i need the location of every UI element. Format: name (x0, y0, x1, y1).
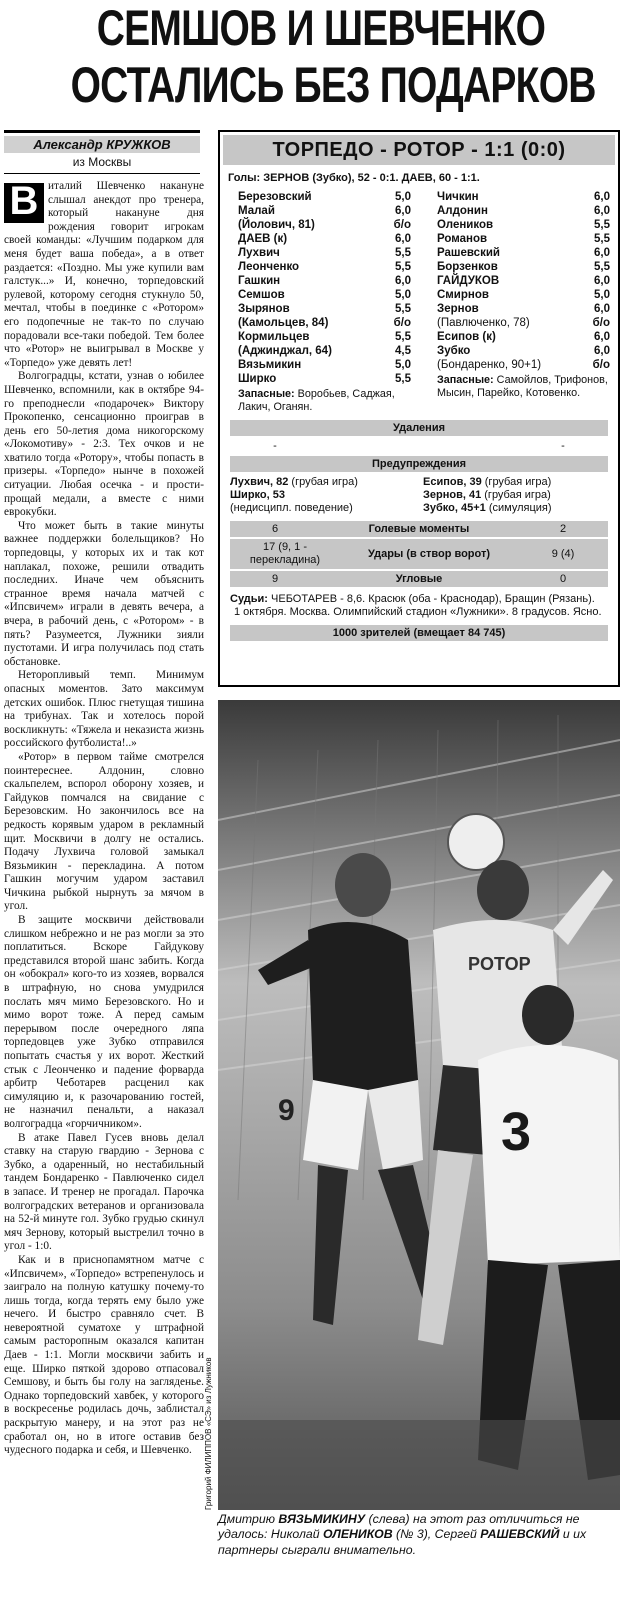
corners-row: 9 Угловые 0 (230, 571, 608, 587)
venue: 1 октября. Москва. Олимпийский стадион «Лужники». 8 градусов. Ясно. (234, 606, 602, 618)
headline (70, 0, 596, 114)
shirt-text: POTOP (468, 954, 531, 974)
player-row (238, 316, 411, 330)
player-grade: 6,0 (594, 345, 610, 357)
player-grade: 5,0 (594, 289, 610, 301)
player-row (437, 190, 610, 204)
player-name: Смирнов (437, 289, 489, 301)
player-row (437, 302, 610, 316)
player-grade: 5,5 (395, 373, 411, 385)
player-row (437, 218, 610, 232)
shots-row: 17 (9, 1 - перекладина) Удары (в створ ворот) 9 (4) (230, 539, 608, 569)
player-row (437, 204, 610, 218)
player-grade: 6,0 (395, 275, 411, 287)
player-row (238, 288, 411, 302)
player-name: (Камольцев, 84) (238, 317, 329, 329)
player-name: (Павлюченко, 78) (437, 317, 530, 329)
player-grade: 5,0 (395, 359, 411, 371)
player-grade: 5,5 (395, 303, 411, 315)
player-name: Семшов (238, 289, 285, 301)
player-row (437, 246, 610, 260)
home-lineup (238, 190, 419, 414)
player-name: Алдонин (437, 205, 488, 217)
player-grade: 5,5 (594, 219, 610, 231)
match-photo (218, 700, 620, 1510)
player-grade: б/о (592, 359, 610, 371)
player-name: Малай (238, 205, 275, 217)
shirt-number-left: 9 (278, 1094, 295, 1127)
article-paragraph: Как и в приснопамятном матче с «Ипсвичем», «Торпедо» встрепенулось и заиграло на полную катушку почему-то лишь тогда, когда терять ему было уже нечего. И быстро сравняло счет. В невероятной суматохе у штрафной самым расторопным оказался капитан Даев - 1:1. Могли москвичи забить и еще. Ширко пяткой здорово отпасовал Семшову, и быть бы голу на загляденье. Однако торпедовский хавбек, у которого в воскресенье родилась дочь, заблистал раскрытую манеру, и на этот раз не сработал он, но в итоге оставив без чудесного подарка и себя, и Шевченко. (4, 1253, 204, 1457)
article-paragraph: Волгоградцы, кстати, узнав о юбилее Шевченко, вспомнили, как в октябре 94-го преподнесли «подарочек» Виктору Прокопенко, сенсационно проиграв в день его 50-летия дома никогорскому «Локомотиву» - 2:3. Тех очков и не хватило тогда «Ротору», чтобы попасть в призеры. «Торпедо» нынче в похожей ситуации. Любая осечка - и прости-прощай медали, а вместе с ними еврокубки. (4, 370, 204, 519)
player-grade: 5,5 (395, 331, 411, 343)
chances-row: 6 Голевые моменты 2 (230, 521, 608, 537)
referees: Судьи: ЧЕБОТАРЕВ - 8,6. Красюк (оба - Краснодар), Бращин (Рязань). 1 октября. Москва. Олимпийский стадион «Лужники». 8 градусов. Ясно. (220, 589, 618, 623)
headline-line-2: ОСТАЛИСЬ БЕЗ ПОДАРКОВ (70, 57, 596, 113)
football-photo-illustration (218, 700, 620, 1510)
player-name: Зубко (437, 345, 471, 357)
player-name: (Аджинджал, 64) (238, 345, 332, 357)
author-name: Александр КРУЖКОВ (4, 136, 200, 153)
player-name: ДАЕВ (к) (238, 233, 288, 245)
away-subs: Запасные: Самойлов, Трифонов, Мысин, Парейко, Котовенко. (437, 374, 608, 399)
player-grade: 5,5 (395, 261, 411, 273)
player-row (238, 204, 411, 218)
player-name: Чичкин (437, 191, 479, 203)
article-paragraph: Что может быть в такие минуты важнее поддержки болельщиков? Но торпедовцы, у которых их и так кот наплакал, похоже, решили отвадить последних. Иначе чем объяснить странное время начала матчей с «Ипсвичем» играли в девять вечера, а вчера, в рабочий день, с «Ротором» - в пять? Разумеется, Лужники зияли пустотами. И игра получилась под стать обстановке. (4, 519, 204, 668)
player-name: (Йолович, 81) (238, 219, 315, 231)
player-row (238, 330, 411, 344)
player-name: Романов (437, 233, 488, 245)
article-paragraph: В защите москвичи действовали слишком небрежно и не раз могли за это поплатиться. Вскоре Гайдукову представился второй шанс забить. Когда он «обокрал» кого-то из хозяев, ворвался в штрафную, но снова умудрился послать мяч мимо Березовского. Но и мимо ворот тоже. А перед самым перерывом после очередного ляпа торпедовцев уже Зубко отправился попытать счастья у их ворот. Жесткий стык с Леонченко и падение форварда арбитр Чеботарев расценил как симуляцию и, к разочарованию гостей, не назначил пенальти, а наказал волгоградца «горчичником». (4, 914, 204, 1130)
away-lineup (419, 190, 610, 414)
home-subs: Запасные: Воробьев, Саджая, Лакич, Оганян. (238, 388, 395, 413)
player-grade: 6,0 (594, 275, 610, 287)
dismissals-row: - - (273, 440, 565, 452)
player-row (238, 246, 411, 260)
player-name: ГАЙДУКОВ (437, 275, 500, 287)
player-grade: б/о (592, 317, 610, 329)
player-name: Есипов (к) (437, 331, 496, 343)
player-grade: 5,5 (395, 247, 411, 259)
player-row (238, 344, 411, 358)
player-grade: б/о (393, 317, 411, 329)
player-name: Лухвич (238, 247, 280, 259)
player-grade: 6,0 (594, 303, 610, 315)
player-row (238, 190, 411, 204)
player-row (437, 344, 610, 358)
player-name: Олеников (437, 219, 494, 231)
player-grade: 5,0 (395, 289, 411, 301)
player-grade: 5,5 (594, 261, 610, 273)
lineups (220, 186, 618, 414)
player-row (238, 274, 411, 288)
player-row (437, 330, 610, 344)
player-row (437, 288, 610, 302)
player-row (238, 302, 411, 316)
article-body (4, 180, 204, 1458)
player-name: Гашкин (238, 275, 281, 287)
article-paragraph: «Ротор» в первом тайме смотрелся поинтереснее. Алдонин, словно скальпелем, вспорол оборону хозяев, и Гайдуков помчался на свидание с Березовским. Но закончилось все на редкость корявым ударом в рекламный щит. Москвичи в долгу не остались. Подачу Лухвича головой замыкал Вязьмикин - перекладина. А потом Гашкин могучим ударом заставил Чичкина рыбкой нырнуть за мячом в угол. (4, 750, 204, 913)
warnings: Лухвич, 82 (грубая игра) Ширко, 53 (недисципл. поведение) Есипов, 39 (грубая игра) Зернов, 41 (грубая игра) Зубко, 45+1 (симуляция) (230, 476, 552, 514)
player-grade: 6,0 (395, 233, 411, 245)
player-name: (Бондаренко, 90+1) (437, 359, 542, 371)
player-grade: 6,0 (594, 205, 610, 217)
player-row (437, 358, 610, 372)
attendance: 1000 зрителей (вмещает 84 745) (230, 625, 608, 641)
article-paragraph: В италий Шевченко накануне слышал анекдот про тренера, который накануне дня рождения говорит игрокам своей команды: «Лучшим подарком для меня будет ваша победа», а в ответ раздается: «Поздно. Мы уже купили вам галстук...» И, конечно, торпедовский рулевой, которому сегодня стукнуло 50, мечтал, чтобы в поединке с «Ротором» его подопечные не так-то по случаю порадовали все-таки победой. Тем более что «Ротор» не выигрывал в Москве у «Торпедо» уже девять лет! (4, 179, 204, 369)
match-score-title: ТОРПЕДО - РОТОР - 1:1 (0:0) (223, 135, 615, 165)
player-grade: 6,0 (594, 247, 610, 259)
article-paragraph: В атаке Павел Гусев вновь делал ставку на старую гвардию - Зернова с Зубко, а одаренный, но нестабильный тандем Бондаренко - Павлюченко сидел в запасе. И тренер не прогадал. Парочка волгоградских ветеранов и организовала на 52-й минуте гол. Зубко грудью скинул мяч Зернову, который выстрелил точно в угол - 1:0. (4, 1131, 204, 1253)
player-row (437, 232, 610, 246)
player-name: Зырянов (238, 303, 290, 315)
player-row (238, 232, 411, 246)
player-name: Ширко (238, 373, 277, 385)
player-name: Березовский (238, 191, 312, 203)
shirt-number-right: 3 (501, 1102, 532, 1162)
player-grade: 5,0 (395, 191, 411, 203)
player-grade: б/о (393, 219, 411, 231)
player-row (238, 358, 411, 372)
warnings-header: Предупреждения (230, 456, 608, 472)
player-grade: 6,0 (594, 191, 610, 203)
player-row (437, 316, 610, 330)
goals-line: Голы: ЗЕРНОВ (Зубко), 52 - 0:1. ДАЕВ, 60 - 1:1. (228, 172, 480, 184)
player-row (238, 218, 411, 232)
player-name: Зернов (437, 303, 479, 315)
match-stats-box (218, 130, 620, 687)
player-row (238, 372, 411, 386)
player-row (437, 274, 610, 288)
player-name: Рашевский (437, 247, 500, 259)
player-name: Кормильцев (238, 331, 310, 343)
player-name: Леонченко (238, 261, 300, 273)
player-row (238, 260, 411, 274)
photo-caption: Дмитрию ВЯЗЬМИКИНУ (слева) на этот раз отличиться не удалось: Николай ОЛЕНИКОВ (№ 3), Сергей РАШЕВСКИЙ и их партнеры сыграли внимательно. (218, 1512, 587, 1557)
player-grade: 5,5 (594, 233, 610, 245)
player-name: Вязьмикин (238, 359, 302, 371)
player-grade: 6,0 (395, 205, 411, 217)
player-name: Борзенков (437, 261, 498, 273)
player-row (437, 260, 610, 274)
player-grade: 4,5 (395, 345, 411, 357)
author-location: из Москвы (72, 155, 132, 169)
headline-line-1: СЕМШОВ И ШЕВЧЕНКО (96, 0, 546, 56)
photo-credit: Григорий ФИЛИППОВ «СЭ» из Лужников (204, 1357, 213, 1510)
article-paragraph: Неторопливый темп. Минимум опасных моментов. Зато максимум детских ошибок. Плюс гнетущая тишина на трибунах. Так и хотелось порой воскликнуть: «Тяжела и неказиста жизнь российского футболиста!..» (4, 669, 204, 750)
dismissals-header: Удаления (230, 420, 608, 436)
byline (4, 130, 200, 174)
drop-cap: В (4, 183, 44, 223)
player-grade: 6,0 (594, 331, 610, 343)
